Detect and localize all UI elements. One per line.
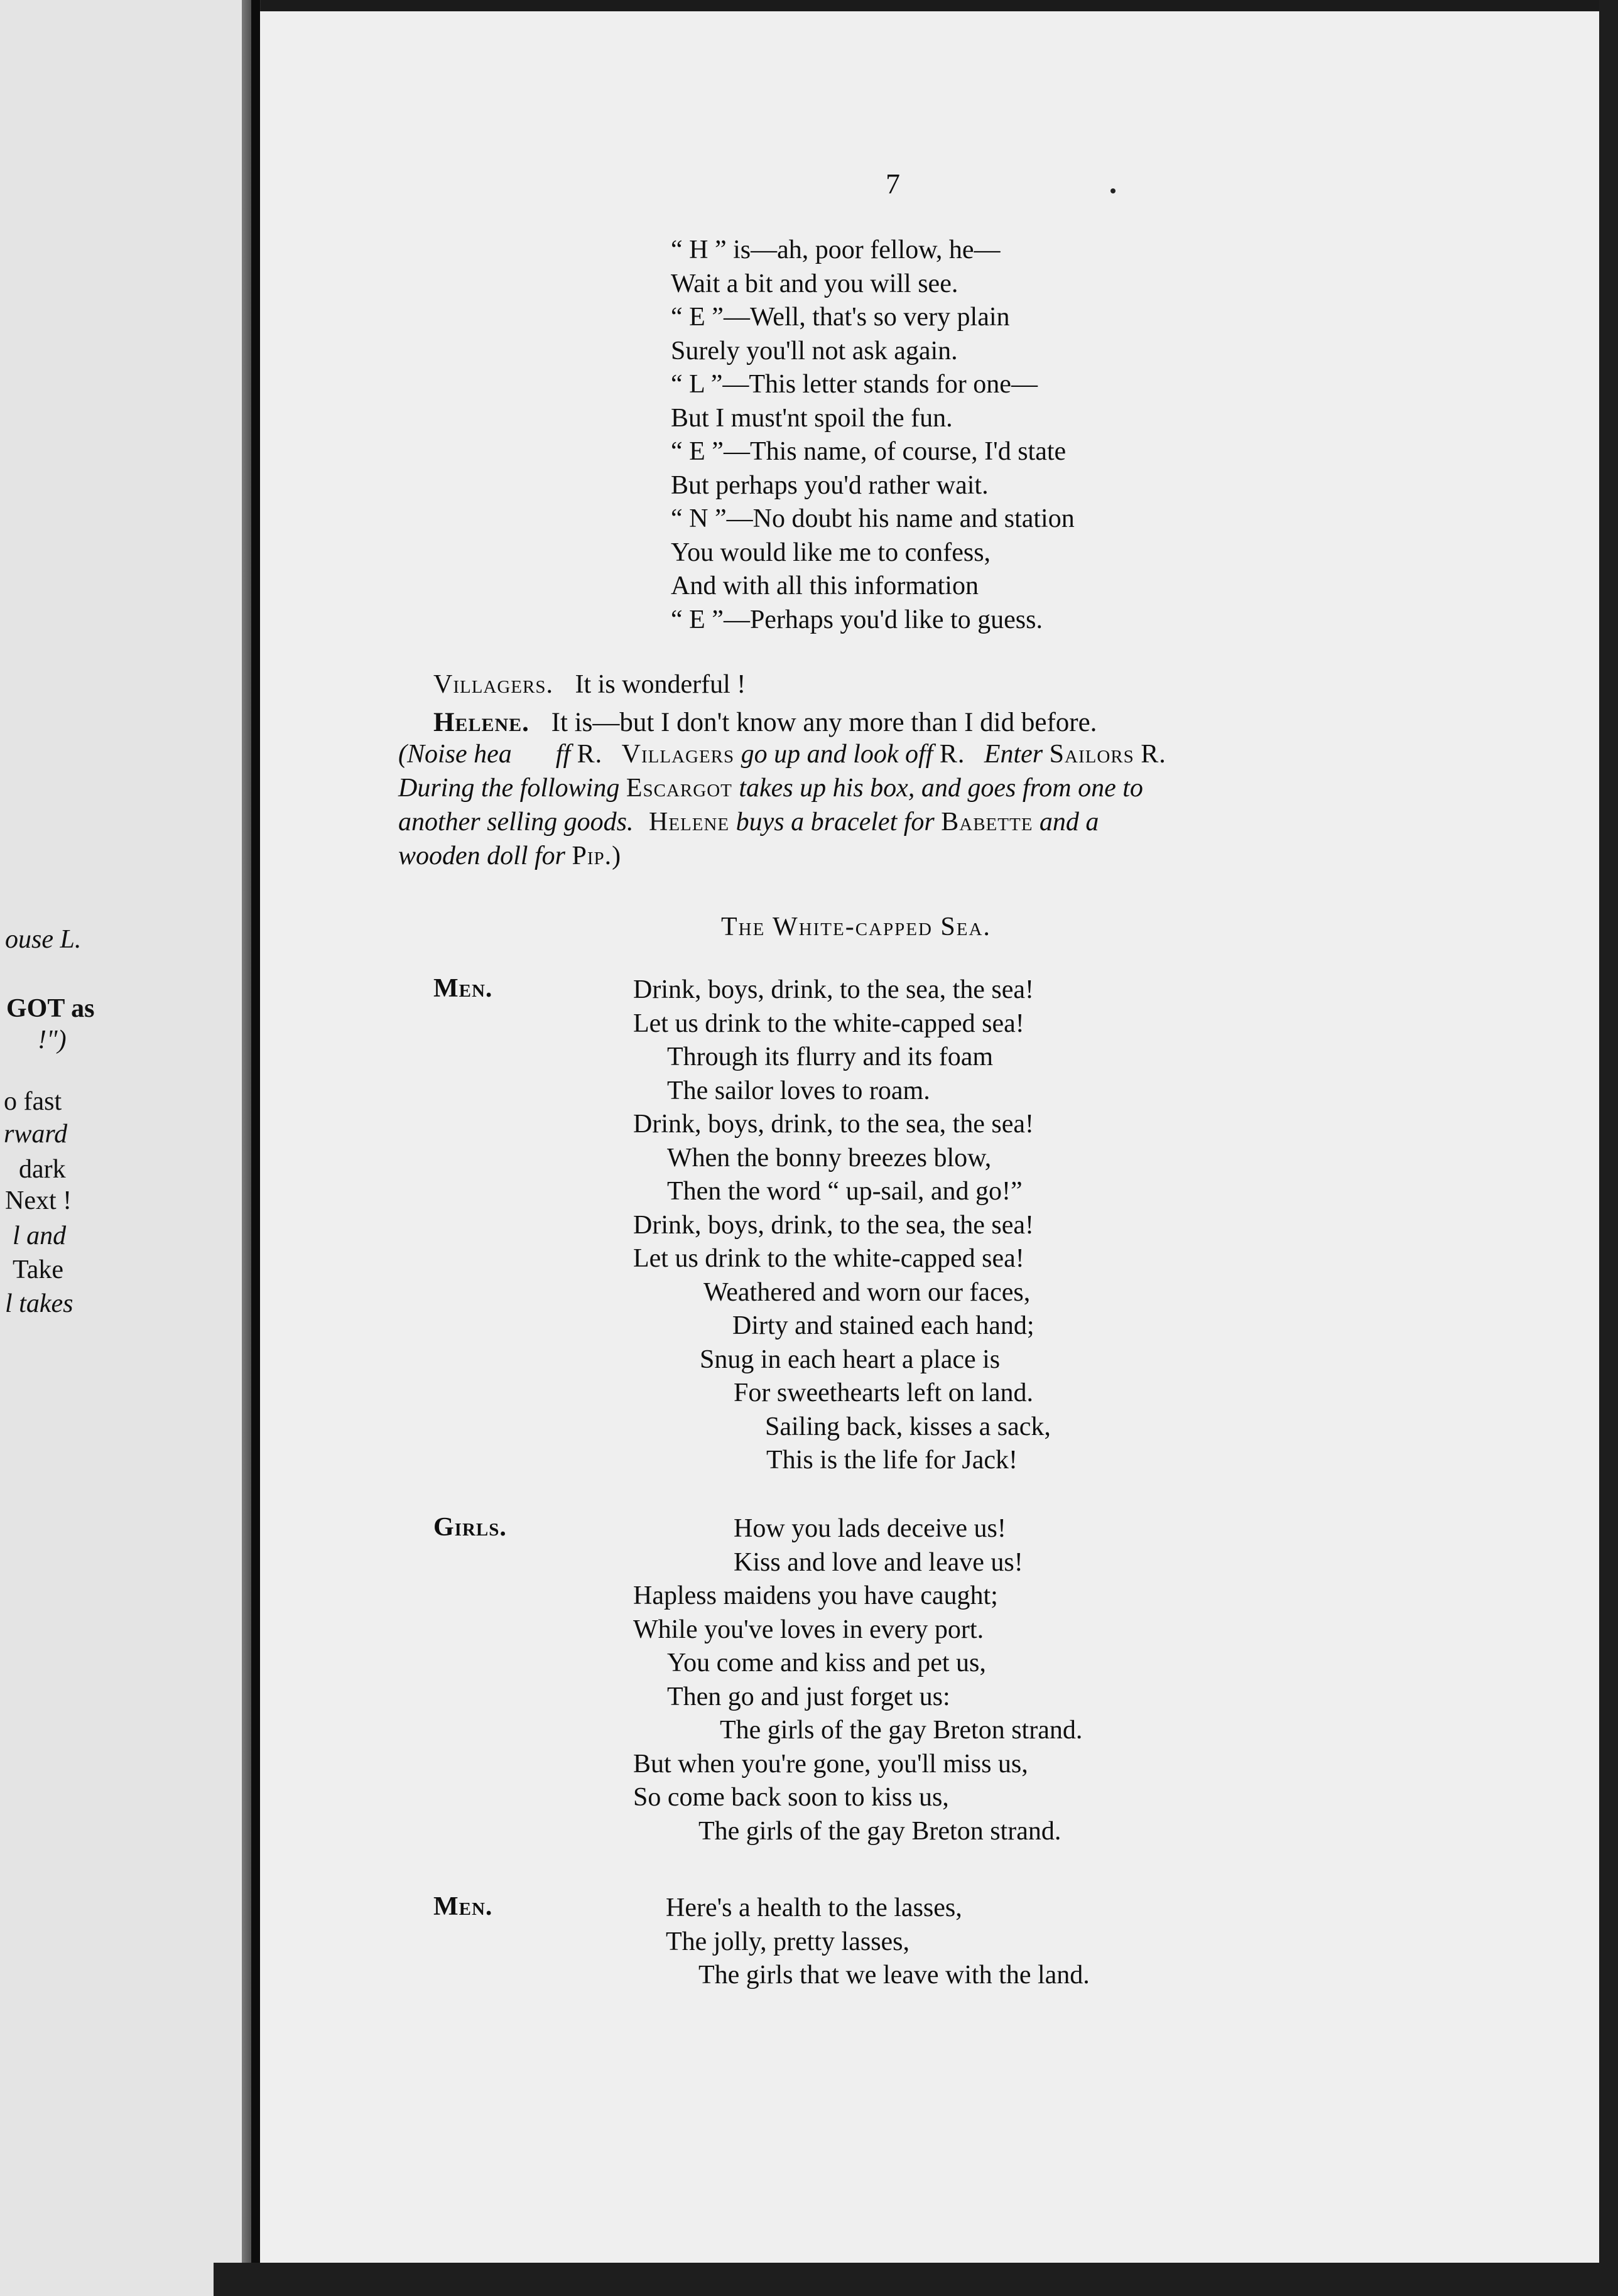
stage-text: Babette: [941, 808, 1033, 837]
left-fragment: Next !: [5, 1186, 72, 1215]
left-fragment: ouse L.: [5, 925, 82, 954]
verse-line: So come back soon to kiss us,: [633, 1783, 949, 1812]
verse-line: When the bonny breezes blow,: [667, 1143, 992, 1172]
verse-line: You come and kiss and pet us,: [667, 1649, 986, 1677]
stage-text: wooden doll for: [398, 842, 566, 870]
verse-line: The jolly, pretty lasses,: [666, 1927, 910, 1956]
verse-line: Drink, boys, drink, to the sea, the sea!: [633, 1110, 1034, 1139]
song-title: The White-capped Sea.: [721, 912, 991, 941]
verse-line: How you lads deceive us!: [734, 1514, 1006, 1543]
stage-text: Enter: [984, 740, 1043, 769]
stage-text: go up and look off: [741, 740, 933, 769]
verse-line: You would like me to confess,: [671, 538, 991, 567]
verse-line: While you've loves in every port.: [633, 1615, 984, 1644]
stage-direction: [398, 737, 1166, 873]
stage-text: Villagers: [621, 740, 735, 769]
verse-line: Let us drink to the white-capped sea!: [633, 1009, 1024, 1038]
girls-verse: [633, 1512, 1082, 1848]
verse-line: But when you're gone, you'll miss us,: [633, 1749, 1028, 1779]
villagers-line: [433, 669, 746, 700]
verse-line: The girls that we leave with the land.: [698, 1961, 1090, 1990]
speaker-villagers: Villagers.: [433, 670, 553, 699]
verse-line: “ E ”—This name, of course, I'd state: [671, 437, 1067, 466]
left-fragment: Take: [13, 1255, 64, 1284]
helene-line: [433, 707, 1097, 738]
dialogue-text: It is wonderful !: [575, 670, 746, 699]
stage-text: During the following: [398, 774, 620, 803]
stage-text: Escargot: [626, 774, 732, 803]
ink-dot: [1110, 188, 1116, 193]
men-verse: [633, 973, 1051, 1478]
speaker-men: Men.: [433, 974, 493, 1003]
verse-line: Then the word “ up-sail, and go!”: [667, 1177, 1023, 1206]
left-fragment: rward: [4, 1120, 68, 1149]
verse-line: “ E ”—Well, that's so very plain: [671, 303, 1010, 332]
speaker-girls: Girls.: [433, 1513, 507, 1542]
verse-line: Snug in each heart a place is: [700, 1345, 1001, 1374]
speaker-helene: Helene.: [433, 708, 529, 737]
left-fragment: l and: [13, 1221, 67, 1250]
verse-line: Hapless maidens you have caught;: [633, 1581, 998, 1610]
stage-text: R.: [577, 740, 603, 769]
verse-line: Kiss and love and leave us!: [734, 1547, 1023, 1577]
stage-text: takes up his box, and goes from one to: [739, 774, 1143, 803]
left-fragment: GOT as: [6, 994, 95, 1023]
verse-line: Drink, boys, drink, to the sea, the sea!: [633, 1210, 1034, 1240]
men-verse-2: [666, 1892, 1090, 1993]
verse-line: Dirty and stained each hand;: [732, 1311, 1034, 1340]
verse-line: Here's a health to the lasses,: [666, 1893, 962, 1922]
stage-line: [398, 805, 1166, 839]
stage-text: Sailors: [1049, 740, 1134, 769]
verse-line: Drink, boys, drink, to the sea, the sea!: [633, 975, 1034, 1004]
verse-line: But I must'nt spoil the fun.: [671, 403, 953, 433]
stage-text: Pip.): [572, 842, 622, 870]
stage-text: ff: [555, 740, 571, 769]
speaker-men: Men.: [433, 1892, 493, 1921]
page-number: 7: [886, 168, 900, 200]
left-fragment: dark: [19, 1155, 66, 1184]
stage-text: and a: [1039, 808, 1099, 837]
verse-line: Then go and just forget us:: [667, 1682, 950, 1711]
verse-line: Sailing back, kisses a sack,: [765, 1412, 1051, 1441]
verse-line: “ N ”—No doubt his name and station: [671, 504, 1075, 533]
verse-line: This is the life for Jack!: [766, 1446, 1018, 1475]
bottom-border: [214, 2263, 1618, 2296]
left-page: [0, 0, 242, 2296]
stage-text: (Noise hea: [398, 740, 512, 769]
verse-line: The girls of the gay Breton strand.: [698, 1816, 1061, 1846]
verse-line: Weathered and worn our faces,: [703, 1277, 1031, 1307]
verse-line: “ E ”—Perhaps you'd like to guess.: [671, 605, 1043, 634]
verse-line: The girls of the gay Breton strand.: [720, 1716, 1083, 1745]
verse-line: “ L ”—This letter stands for one—: [671, 370, 1038, 399]
stage-text: R.: [939, 740, 965, 769]
right-border: [1599, 0, 1618, 2296]
left-fragment: !"): [38, 1026, 67, 1054]
verse-line: Through its flurry and its foam: [667, 1042, 994, 1071]
verse-line: But perhaps you'd rather wait.: [671, 470, 989, 500]
left-fragment: l takes: [5, 1289, 73, 1318]
binding-edge: [251, 0, 260, 2296]
verse-line: “ H ” is—ah, poor fellow, he—: [671, 236, 1001, 264]
stage-text: R.: [1141, 740, 1166, 769]
verse-line: Wait a bit and you will see.: [671, 269, 958, 298]
stage-line: [398, 839, 1166, 873]
left-fragment: o fast: [4, 1087, 62, 1116]
stage-text: another selling goods.: [398, 808, 634, 837]
dialogue-text: It is—but I don't know any more than I did before.: [551, 708, 1097, 737]
verse-line: The sailor loves to roam.: [667, 1076, 930, 1105]
verse-line: Let us drink to the white-capped sea!: [633, 1244, 1024, 1273]
stage-line: [398, 737, 1166, 771]
riddle-verse: [671, 234, 1075, 637]
verse-line: For sweethearts left on land.: [734, 1378, 1034, 1407]
verse-line: And with all this information: [671, 571, 979, 600]
stage-line: [398, 771, 1166, 805]
verse-line: Surely you'll not ask again.: [671, 336, 958, 366]
stage-text: buys a bracelet for: [736, 808, 935, 837]
stage-text: Helene: [649, 808, 730, 837]
